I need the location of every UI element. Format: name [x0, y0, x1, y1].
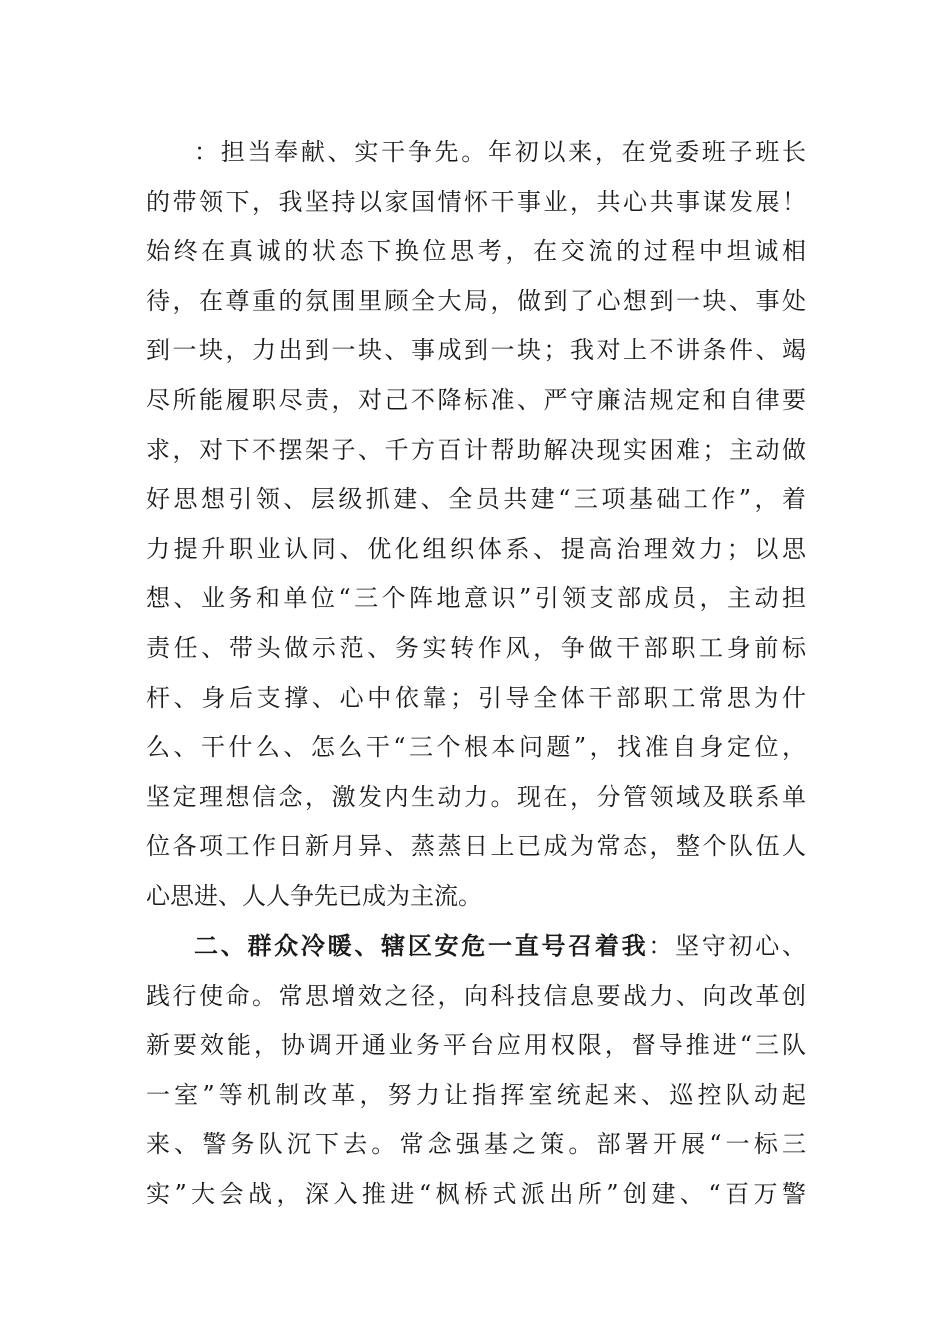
text-line: 始终在真诚的状态下换位思考，在交流的过程中坦诚相: [146, 237, 806, 266]
text-line: 实”大会战，深入推进“枫桥式派出所”创建、“百万警: [146, 1179, 806, 1208]
text-line: 好思想引领、层级抓建、全员共建“三项基础工作”，着: [146, 485, 806, 514]
text-line: 求，对下不摆架子、千方百计帮助解决现实困难；主动做: [146, 435, 806, 464]
text-line: 待，在尊重的氛围里顾全大局，做到了心想到一块、事处: [146, 286, 806, 315]
text-line: 一室”等机制改革，努力让指挥室统起来、巡控队动起: [146, 1080, 806, 1109]
text-line: 么、干什么、怎么干“三个根本问题”，找准自身定位，: [146, 733, 806, 762]
text-line: 到一块，力出到一块、事成到一块；我对上不讲条件、竭: [146, 336, 806, 365]
text-line: 心思进、人人争先已成为主流。: [146, 881, 482, 910]
text-line: 尽所能履职尽责，对己不降标准、严守廉洁规定和自律要: [146, 385, 806, 414]
text-line: 责任、带头做示范、务实转作风，争做干部职工身前标: [146, 633, 806, 662]
paragraph-2-first-line: [146, 922, 806, 972]
text-line: 新要效能，协调开通业务平台应用权限，督导推进“三队: [146, 1031, 806, 1060]
text-line: 杆、身后支撑、心中依靠；引导全体干部职工常思为什: [146, 683, 806, 712]
text-line: 来、警务队沉下去。常念强基之策。部署开展“一标三: [146, 1130, 806, 1159]
text-line: 坚定理想信念，激发内生动力。现在，分管领域及联系单: [146, 782, 806, 811]
paragraph-1: [146, 128, 806, 922]
text-line: 想、业务和单位“三个阵地意识”引领支部成员，主动担: [146, 584, 806, 613]
heading-continuation: ：坚守初心、: [648, 932, 807, 960]
text-line: 践行使命。常思增效之径，向科技信息要战力、向改革创: [146, 981, 806, 1010]
text-line: 位各项工作日新月异、蒸蒸日上已成为常态，整个队伍人: [146, 832, 806, 861]
text-line: ：担当奉献、实干争先。年初以来，在党委班子班长: [194, 138, 806, 166]
paragraph-2: [146, 922, 806, 1220]
text-line: 力提升职业认同、优化组织体系、提高治理效力；以思: [146, 534, 806, 563]
section-heading: 二、群众冷暖、辖区安危一直号召着我: [194, 932, 649, 960]
text-line: 的带领下，我坚持以家国情怀干事业，共心共事谋发展！: [146, 187, 806, 216]
